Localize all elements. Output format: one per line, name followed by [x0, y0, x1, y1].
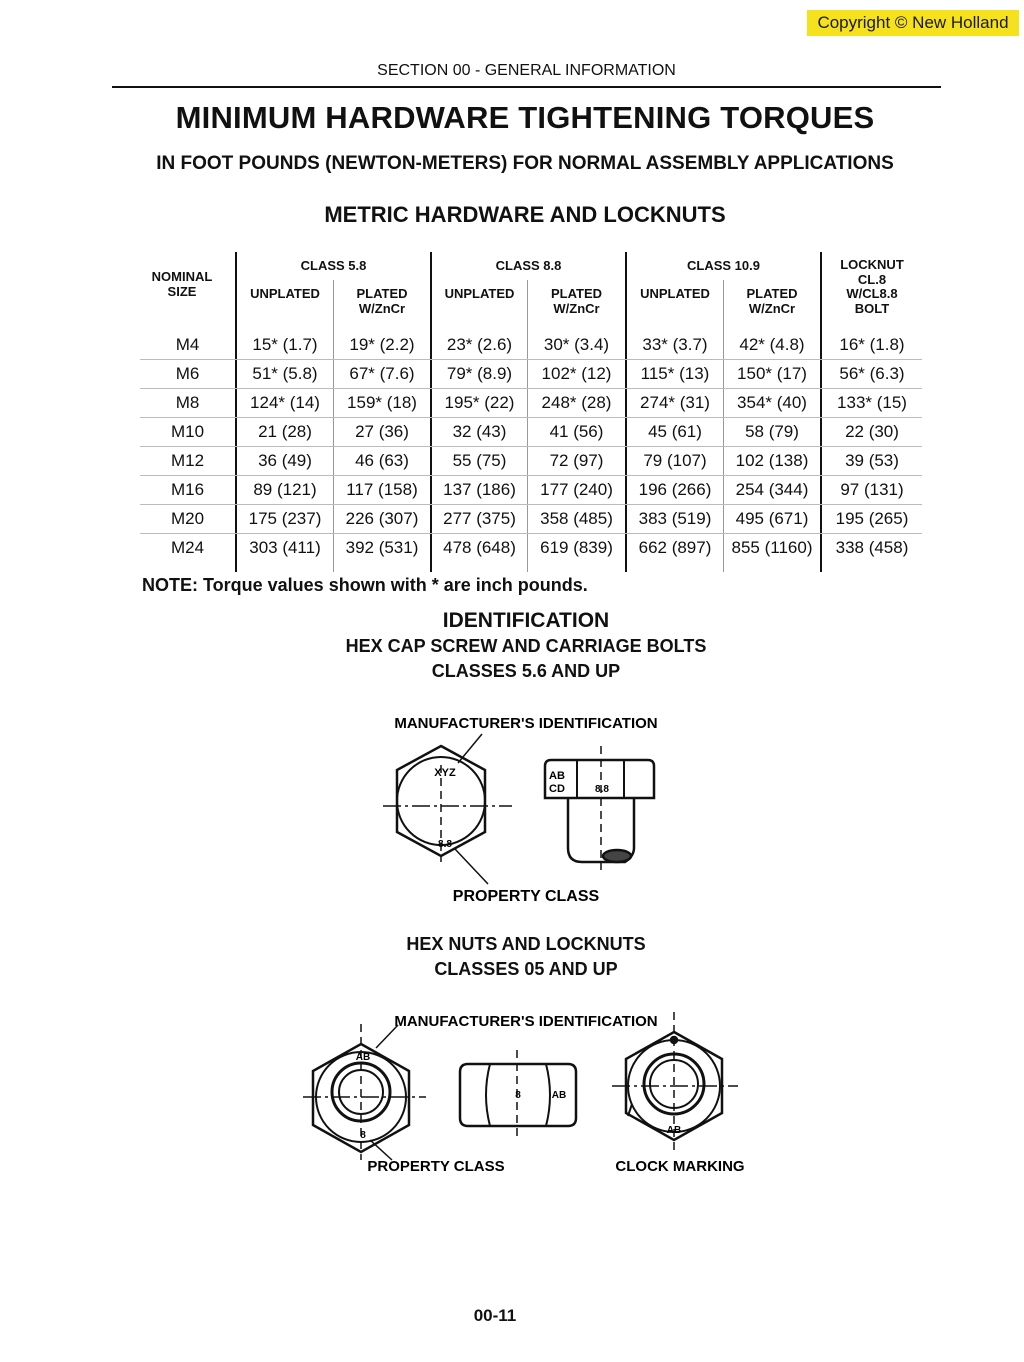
table-cell-torque: 89 (121) — [253, 480, 317, 499]
header-unplated: UNPLATED — [250, 286, 320, 301]
header-unplated: UNPLATED — [640, 286, 710, 301]
nut-side-ab: AB — [551, 1090, 567, 1101]
table-cell-torque: 354* (40) — [737, 393, 807, 412]
table-cell-torque: 67* (7.6) — [349, 364, 415, 383]
table-cell-torque: 662 (897) — [638, 538, 712, 557]
table-cell-torque: 45 (61) — [648, 422, 702, 441]
table-cell-torque: 21 (28) — [258, 422, 312, 441]
table-cell-torque: 19* (2.2) — [349, 335, 415, 354]
table-cell-torque: 133* (15) — [837, 393, 907, 412]
table-cell-torque: 39 (53) — [845, 451, 899, 470]
table-cell-torque: 23* (2.6) — [446, 335, 513, 354]
bolt-mark-ab: AB — [549, 770, 565, 782]
table-cell-torque: 150* (17) — [737, 364, 807, 383]
locknut-mark-ab: AB — [666, 1125, 682, 1136]
header-class-10-9: CLASS 10.9 — [687, 258, 760, 273]
table-cell-torque: 254 (344) — [735, 480, 809, 499]
table-cell-torque: 30* (3.4) — [543, 335, 610, 354]
table-cell-torque: 42* (4.8) — [739, 335, 805, 354]
table-cell-torque: 248* (28) — [541, 393, 612, 412]
nuts-heading: HEX NUTS AND LOCKNUTS — [406, 934, 646, 954]
table-cell-size: M4 — [175, 335, 200, 354]
table-cell-size: M8 — [175, 393, 200, 412]
header-locknut-line: BOLT — [854, 300, 890, 316]
table-cell-torque: 102 (138) — [735, 451, 809, 470]
bolt-side-grade: 8.8 — [595, 784, 609, 795]
table-cell-torque: 274* (31) — [640, 393, 710, 412]
header-plated-line: PLATED — [746, 286, 798, 301]
header-unplated: UNPLATED — [444, 286, 515, 301]
identification-heading: IDENTIFICATION — [442, 609, 610, 632]
header-locknut-line: W/CL8.8 — [846, 286, 898, 301]
table-cell-size: M10 — [170, 422, 205, 441]
header-plated-line: W/ZnCr — [553, 301, 600, 316]
table-cell-torque: 358 (485) — [540, 509, 613, 528]
table-cell-size: M20 — [170, 509, 205, 528]
header-nominal-line: NOMINAL — [151, 269, 213, 284]
nuts-classes: CLASSES 05 AND UP — [434, 959, 618, 979]
table-cell-torque: 27 (36) — [355, 422, 409, 441]
clock-marking-label: CLOCK MARKING — [615, 1158, 745, 1175]
bolt-property-class-label: PROPERTY CLASS — [452, 888, 600, 905]
table-cell-torque: 196 (266) — [638, 480, 712, 499]
header-class-5-8: CLASS 5.8 — [300, 258, 367, 273]
table-cell-torque: 79 (107) — [643, 451, 707, 470]
page-subtitle: IN FOOT POUNDS (NEWTON-METERS) FOR NORMAL ASSEMBLY APPLICATIONS — [156, 153, 894, 174]
header-nominal-line: SIZE — [167, 284, 197, 299]
table-cell-torque: 175 (237) — [248, 509, 322, 528]
table-cell-torque: 22 (30) — [845, 422, 899, 441]
table-cell-torque: 79* (8.9) — [446, 364, 513, 383]
torque-note: NOTE: Torque values shown with * are inch pounds. — [142, 575, 588, 595]
nut-mark-ab: AB — [355, 1052, 371, 1063]
hex-bolt-head — [383, 734, 512, 884]
nut-mark-grade: 8 — [360, 1130, 366, 1141]
table-cell-torque: 97 (131) — [840, 480, 904, 499]
table-cell-torque: 33* (3.7) — [642, 335, 708, 354]
table-cell-torque: 117 (158) — [346, 480, 418, 499]
header-class-8-8: CLASS 8.8 — [495, 258, 562, 273]
table-cell-torque: 855 (1160) — [731, 538, 813, 557]
table-cell-torque: 137 (186) — [443, 480, 516, 499]
table-cell-size: M6 — [175, 364, 200, 383]
header-locknut-line: LOCKNUT — [840, 257, 904, 272]
header-plated-line: PLATED — [356, 286, 408, 301]
table-cell-torque: 619 (839) — [540, 538, 613, 557]
bolt-mark-xyz: XYZ — [434, 767, 456, 779]
page-number: 00-11 — [473, 1306, 517, 1325]
table-cell-torque: 124* (14) — [250, 393, 320, 412]
table-cell-size: M12 — [170, 451, 205, 470]
page-title: MINIMUM HARDWARE TIGHTENING TORQUES — [175, 100, 875, 135]
nut-mfr-id-label: MANUFACTURER'S IDENTIFICATION — [394, 1013, 658, 1030]
table-cell-torque: 41 (56) — [549, 422, 604, 441]
nut-property-class-label: PROPERTY CLASS — [367, 1158, 505, 1175]
carriage-bolt — [545, 746, 654, 870]
bolt-mark-cd: CD — [549, 783, 565, 795]
table-cell-torque: 115* (13) — [640, 364, 710, 383]
bolts-heading: HEX CAP SCREW AND CARRIAGE BOLTS — [345, 636, 707, 656]
table-cell-torque: 58 (79) — [745, 422, 799, 441]
table-cell-torque: 72 (97) — [549, 451, 604, 470]
nut-side-grade: 8 — [515, 1090, 521, 1101]
table-cell-torque: 195 (265) — [835, 509, 909, 528]
header-plated-line: W/ZnCr — [748, 301, 796, 316]
table-cell-torque: 36 (49) — [258, 451, 312, 470]
table-cell-torque: 338 (458) — [835, 538, 909, 557]
bolt-mfr-id-label: MANUFACTURER'S IDENTIFICATION — [394, 715, 658, 732]
table-cell-torque: 15* (1.7) — [252, 335, 318, 354]
table-cell-size: M16 — [170, 480, 205, 499]
table-cell-torque: 478 (648) — [443, 538, 516, 557]
table-cell-torque: 177 (240) — [540, 480, 613, 499]
table-cell-torque: 51* (5.8) — [252, 364, 318, 383]
table-cell-torque: 392 (531) — [345, 538, 419, 557]
table-cell-torque: 56* (6.3) — [839, 364, 905, 383]
table-cell-torque: 277 (375) — [443, 509, 516, 528]
metric-title: METRIC HARDWARE AND LOCKNUTS — [324, 202, 726, 227]
table-cell-torque: 159* (18) — [347, 393, 417, 412]
header-plated-line: W/ZnCr — [358, 301, 406, 316]
table-cell-torque: 46 (63) — [355, 451, 409, 470]
table-cell-torque: 303 (411) — [249, 538, 321, 557]
table-cell-torque: 102* (12) — [541, 364, 612, 383]
table-cell-torque: 383 (519) — [638, 509, 712, 528]
table-cell-torque: 195* (22) — [444, 393, 515, 412]
table-cell-torque: 55 (75) — [452, 451, 507, 470]
header-locknut-line: CL.8 — [857, 271, 887, 287]
table-cell-torque: 32 (43) — [452, 422, 507, 441]
table-cell-size: M24 — [170, 538, 205, 557]
header-plated-line: PLATED — [550, 286, 603, 301]
table-cell-torque: 495 (671) — [735, 509, 809, 528]
bolts-classes: CLASSES 5.6 AND UP — [431, 661, 621, 681]
section-header: SECTION 00 - GENERAL INFORMATION — [377, 62, 676, 79]
table-cell-torque: 16* (1.8) — [839, 335, 905, 354]
copyright-badge: Copyright © New Holland — [807, 10, 1019, 36]
bolt-mark-grade: 8.8 — [438, 839, 452, 850]
table-cell-torque: 226 (307) — [345, 509, 419, 528]
